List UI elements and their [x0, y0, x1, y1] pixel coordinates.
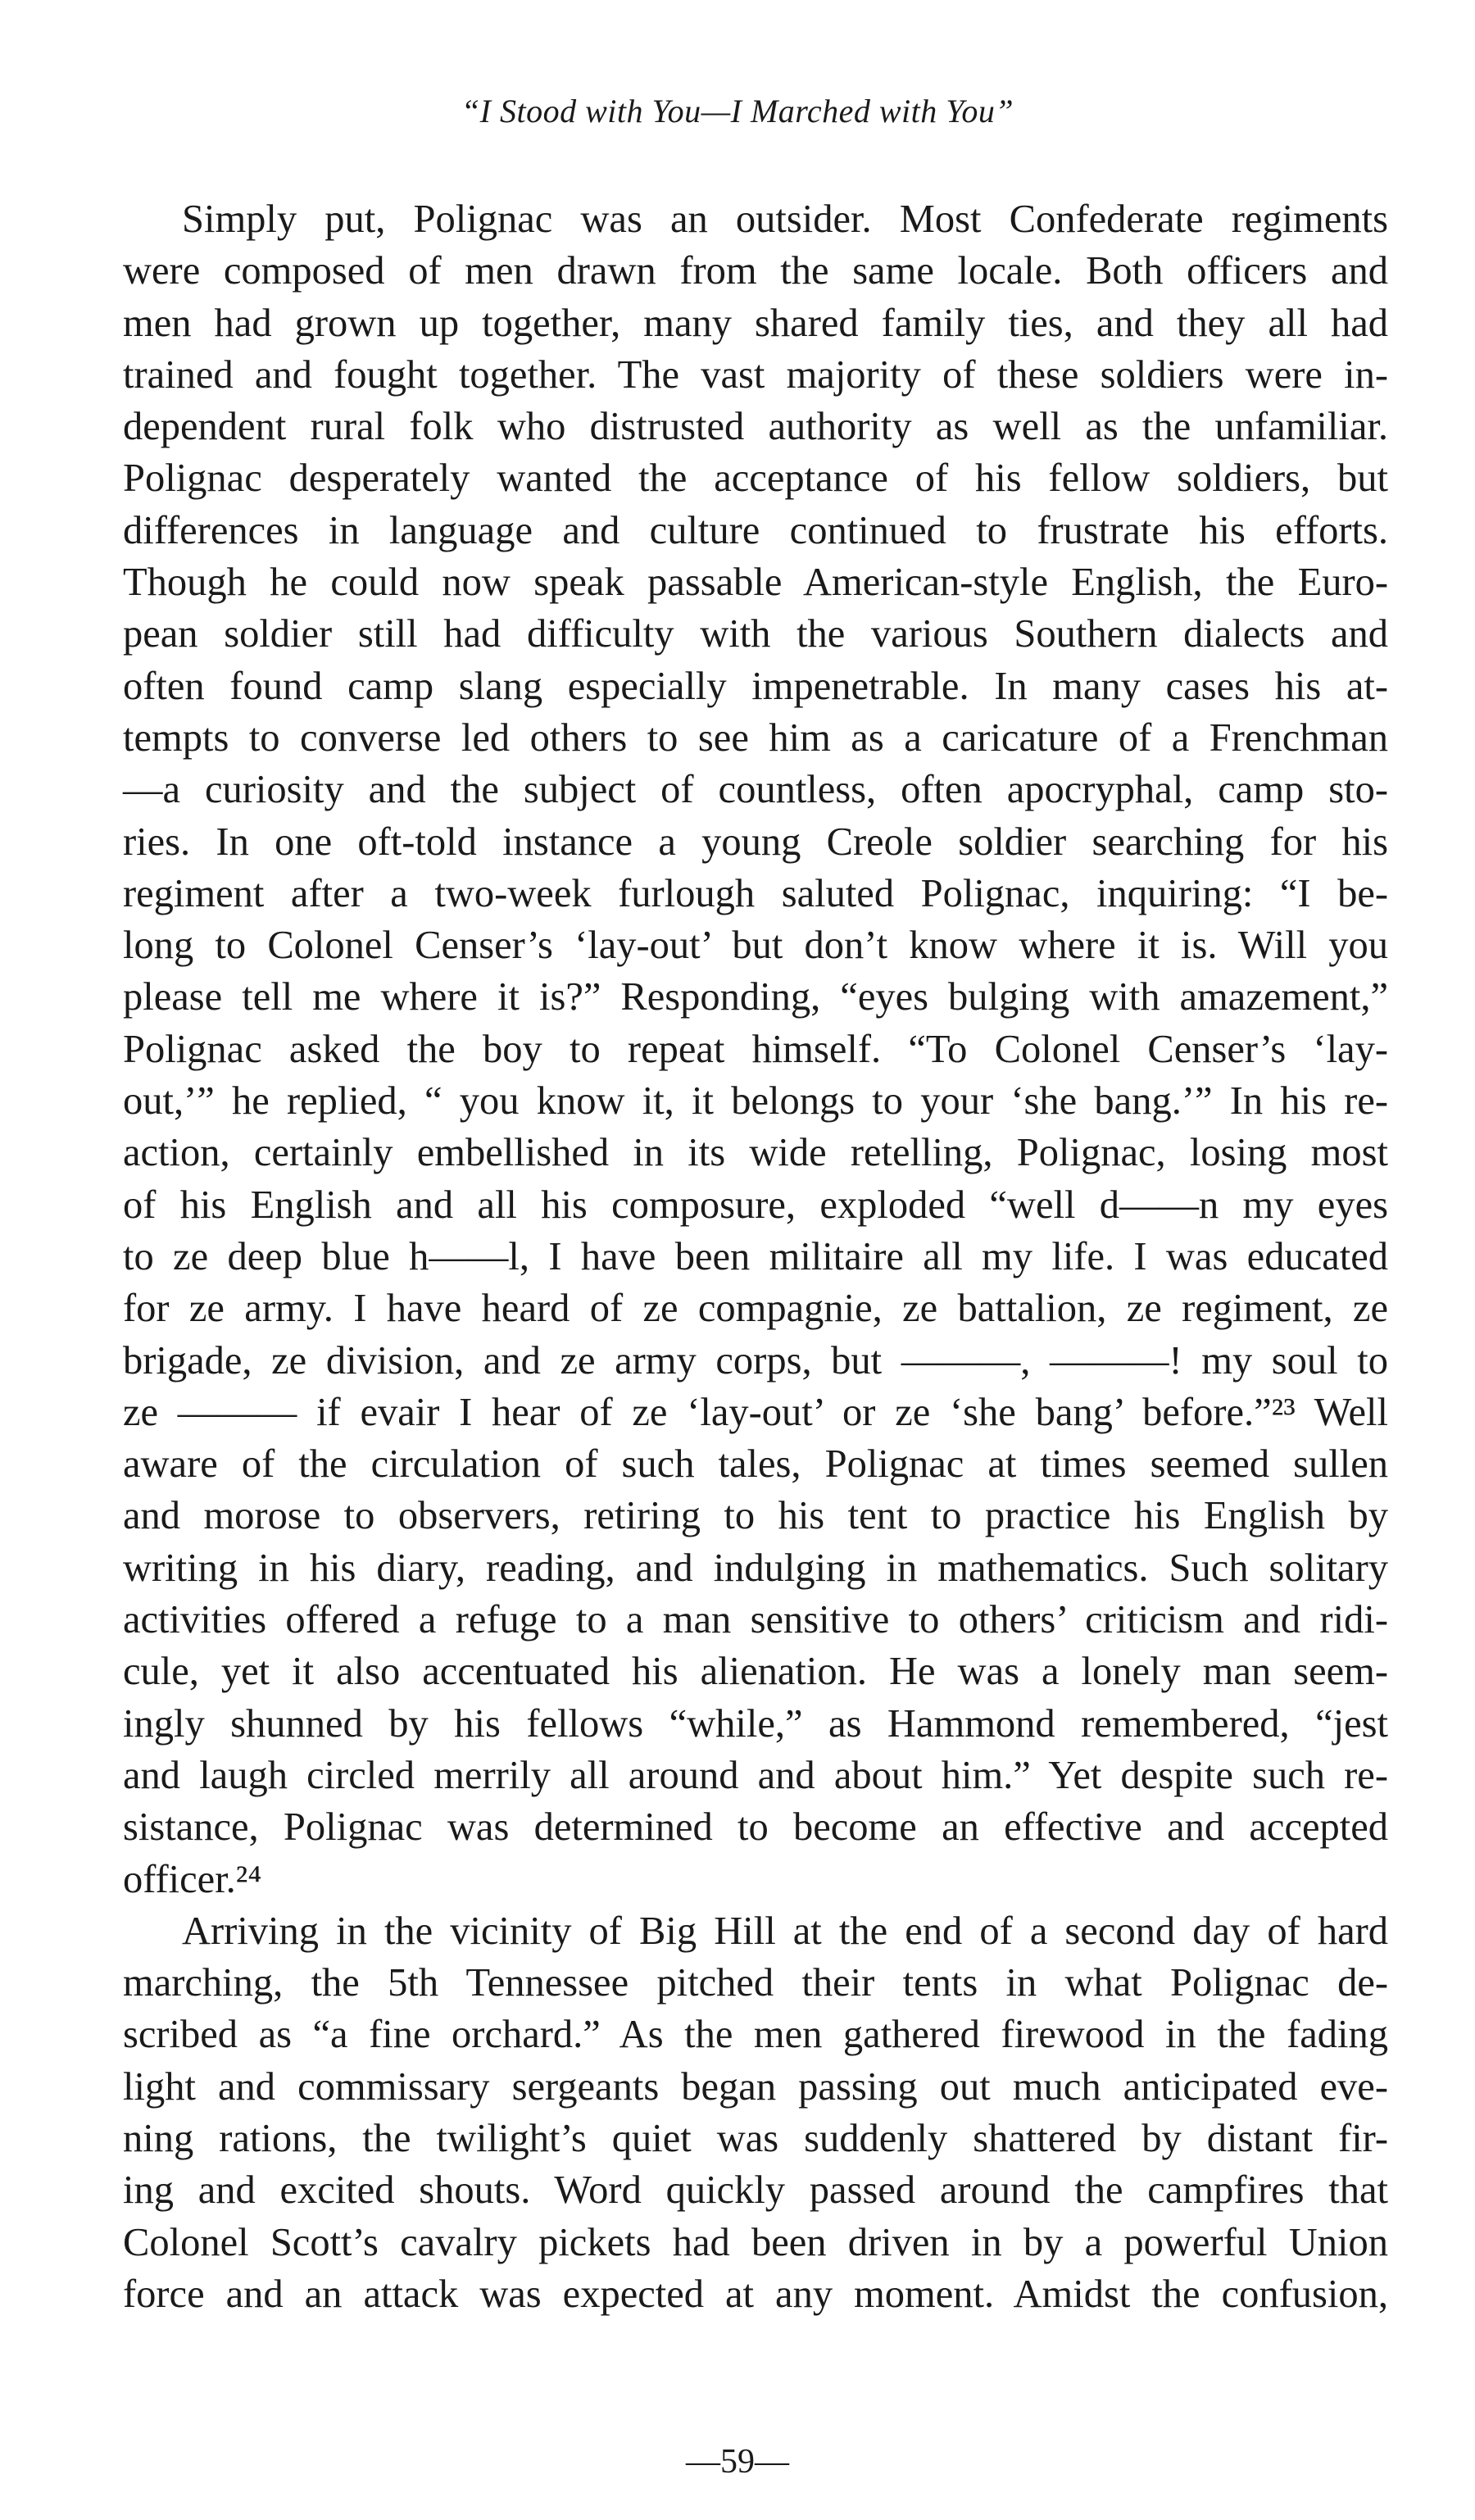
text-line: scribed as “a fine orchard.” As the men gathered firewood in the fading [123, 2013, 1388, 2057]
text-line: Simply put, Polignac was an outsider. Most Confederate regiments [182, 198, 1388, 241]
running-head: “I Stood with You—I Marched with You” [461, 93, 1014, 129]
text-line: activities offered a refuge to a man sensitive to others’ criticism and ridi- [123, 1598, 1388, 1642]
text-line: Arriving in the vicinity of Big Hill at the end of a second day of hard [182, 1909, 1388, 1953]
text-line: tempts to converse led others to see him as a caricature of a Frenchman [123, 715, 1388, 760]
text-line: pean soldier still had difficulty with the various Southern dialects and [123, 612, 1388, 656]
text-line: and laugh circled merrily all around and about him.” Yet despite such re- [123, 1753, 1388, 1797]
paragraph-2 [123, 1905, 1388, 2320]
text-line: were composed of men drawn from the same locale. Both officers and [123, 249, 1388, 293]
text-line: ries. In one oft-told instance a young Creole soldier searching for his [123, 820, 1388, 864]
text-line: marching, the 5th Tennessee pitched their tents in what Polignac de- [123, 1961, 1388, 2005]
text-line: sistance, Polignac was determined to become an effective and accepted [123, 1805, 1388, 1850]
text-line: men had grown up together, many shared family ties, and they all had [123, 301, 1388, 345]
text-line: regiment after a two-week furlough saluted Polignac, inquiring: “I be- [123, 871, 1388, 915]
text-line: ingly shunned by his fellows “while,” as Hammond remembered, “jest [123, 1701, 1388, 1746]
text-line: brigade, ze division, and ze army corps, but ———, ———! my soul to [123, 1338, 1388, 1383]
text-line: ze ——— if evair I hear of ze ‘lay-out’ or ze ‘she bang’ before.”²³ Well [123, 1390, 1388, 1434]
text-line: trained and fought together. The vast majority of these soldiers were in- [123, 352, 1388, 397]
text-line: differences in language and culture continued to frustrate his efforts. [123, 508, 1388, 552]
text-line: force and an attack was expected at any moment. Amidst the confusion, [123, 2272, 1388, 2316]
text-line: Colonel Scott’s cavalry pickets had been driven in by a powerful Union [123, 2220, 1388, 2264]
text-line: to ze deep blue h——l, I have been militaire all my life. I was educated [123, 1234, 1388, 1278]
text-line: and morose to observers, retiring to his tent to practice his English by [123, 1494, 1388, 1538]
text-line: long to Colonel Censer’s ‘lay-out’ but don’t know where it is. Will you [123, 924, 1388, 968]
text-line: out,’” he replied, “ you know it, it belongs to your ‘she bang.’” In his re- [123, 1079, 1388, 1124]
body-text [123, 193, 1388, 2320]
text-line: ing and excited shouts. Word quickly passed around the campfires that [123, 2168, 1388, 2213]
text-line: dependent rural folk who distrusted authority as well as the unfamiliar. [123, 405, 1388, 449]
text-line: often found camp slang especially impenetrable. In many cases his at- [123, 664, 1388, 708]
text-line: Though he could now speak passable American-style English, the Euro- [123, 561, 1388, 605]
text-line: light and commissary sergeants began passing out much anticipated eve- [123, 2064, 1388, 2109]
text-line: aware of the circulation of such tales, Polignac at times seemed sullen [123, 1442, 1388, 1487]
text-line: please tell me where it is?” Responding, “eyes bulging with amazement,” [123, 975, 1388, 1019]
paragraph-1 [123, 193, 1388, 1905]
text-line: of his English and all his composure, exploded “well d——n my eyes [123, 1183, 1388, 1227]
text-line: Polignac asked the boy to repeat himself. “To Colonel Censer’s ‘lay- [123, 1027, 1388, 1071]
text-line: Polignac desperately wanted the acceptance of his fellow soldiers, but [123, 456, 1388, 501]
text-line: ning rations, the twilight’s quiet was suddenly shattered by distant fir- [123, 2116, 1388, 2160]
text-line: —a curiosity and the subject of countless, often apocryphal, camp sto- [123, 768, 1388, 812]
page-number: —59— [686, 2443, 789, 2481]
text-line: for ze army. I have heard of ze compagnie, ze battalion, ze regiment, ze [123, 1287, 1388, 1331]
text-line: cule, yet it also accentuated his alienation. He was a lonely man seem- [123, 1650, 1388, 1694]
text-line: action, certainly embellished in its wide retelling, Polignac, losing most [123, 1131, 1388, 1175]
text-line: officer.²⁴ [123, 1857, 262, 1901]
text-line: writing in his diary, reading, and indulging in mathematics. Such solitary [123, 1546, 1388, 1590]
